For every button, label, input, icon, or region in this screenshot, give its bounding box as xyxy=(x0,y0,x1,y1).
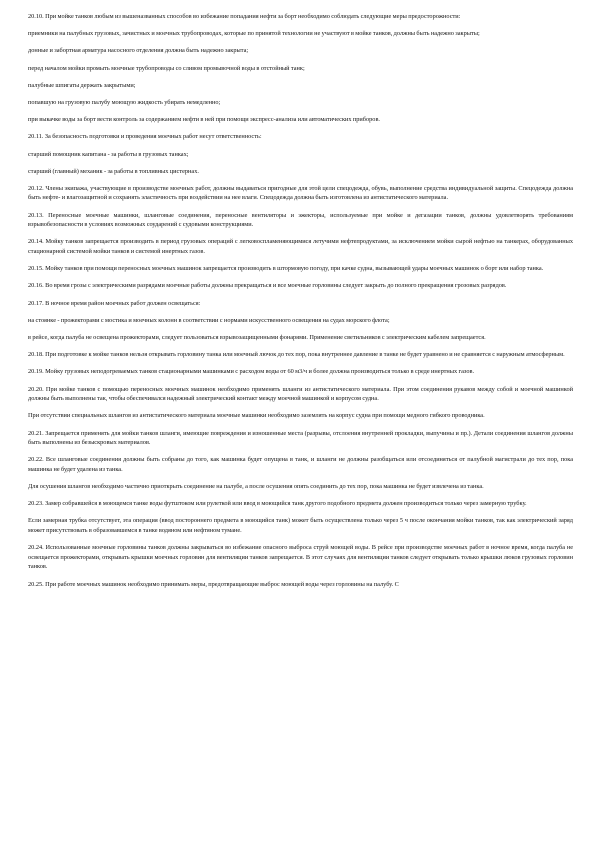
paragraph-flush-pipelines: перед началом мойки промыть моечные трубопроводы со сливом промывочной воды в отстойный танк; xyxy=(28,64,305,72)
paragraph-chief-mate: старший помощник капитана - за работы в грузовых танках; xyxy=(28,150,189,158)
paragraph-scuppers: палубные шпигаты держать закрытыми; xyxy=(28,81,136,89)
paragraph-spilled-liquid: попавшую на грузовую палубу моющую жидкость убирать немедленно; xyxy=(28,98,221,106)
paragraph-at-sea: в рейсе, когда палуба не освещена прожекторами, следует пользоваться взрывозащищенными фонарями. Применение светильников с электрическим кабелем запрещается. xyxy=(28,333,486,341)
paragraph-20-17: 20.17. В ночное время район моечных работ должен освещаться: xyxy=(28,299,201,307)
document-page xyxy=(28,12,573,597)
paragraph-20-16: 20.16. Во время грозы с электрическими разрядами моечные работы должны прекращаться и все моечные горловины следует закрыть до полного прекращения грозовых разрядов. xyxy=(28,282,507,290)
paragraph-20-24: 20.24. Использованные моечные горловины танков должны закрываться во избежание опасного выброса струй моющей воды. В рейсе при производстве моечных работ в ночное время, когда палуба не освещается прожекторами, открывать крышки моечных горловин для вентиляции танков запрещается. В этот случаях для вентиляции танков следует открывать только крышки люков грузовых горловин танков. xyxy=(28,544,573,571)
paragraph-20-22: 20.22. Все шланговые соединения должны быть собраны до того, как машинка будет опущена в танк, и шланги не должны разобщаться или отсоединяться от палубной магистрали до тех пор, пока машинка не будет удалена из танка. xyxy=(28,456,573,473)
paragraph-20-10: 20.10. При мойке танков любым из вышеназванных способов во избежание попадания нефти за борт необходимо соблюдать следующие меры предосторожности: xyxy=(28,13,461,20)
paragraph-oil-control: при выкачке воды за борт вести контроль за содержанием нефти в ней при помощи экспресс-анализа или автоматических приборов. xyxy=(28,116,380,124)
paragraph-sounding-pipe: Если замерная трубка отсутствует, эта операция (ввод постороннего предмета в моющийся танк) может быть осуществлена только через 5 ч после окончания мойки танков, так как электрический заряд может присутствовать в образовавшемся в танке водяном или нефтяном тумане. xyxy=(28,517,573,535)
paragraph-20-19: 20.19. Мойку грузовых неподогреваемых танков стационарными машинками с расходом воды от 60 м3/ч и более должна производиться только в среде инертных газов. xyxy=(28,368,475,376)
paragraph-20-15: 20.15. Мойку танков при помощи переносных моечных машинок запрещается производить в штормовую погоду, при качке судна, вызывающей удары моечных машинок о борт или набор танка. xyxy=(28,265,544,273)
paragraph-bottom-valves: донные и забортная арматура насосного отделения должна быть надежно закрыта; xyxy=(28,47,249,55)
paragraph-chief-engineer: старший (главный) механик - за работы в топливных цистернах. xyxy=(28,167,199,175)
paragraph-20-25: 20.25. При работе моечных машинок необходимо принимать меры, предотвращающие выброс моющей воды через горловины на палубу. С xyxy=(28,580,399,588)
paragraph-20-13: 20.13. Переносные моечные машинки, шланговые соединения, переносные вентиляторы и эжекторы, используемые при мойке и дегазации танков, должны удовлетворять требованиям взрывобезопасности в условиях возможных соударений с судовыми конструкциями. xyxy=(28,211,573,229)
paragraph-20-12: 20.12. Члены экипажа, участвующие в производстве моечных работ, должны выдаваться пригодные для этой цели спецодежда, обувь, выполнение средства индивидуальной защиты. Спецодежда должна быть нефте- и влагозащитной и сохранять эластичность при воздействии на нее влаги. Спецодежда должна быть изготовлена из антистатического материала. xyxy=(28,184,573,202)
paragraph-hose-drain: Для осушения шлангов необходимо частично приоткрыть соединение на палубе, а после осушения опять соединить до тех пор, пока машинка не будет извлечена из танка. xyxy=(28,483,484,491)
paragraph-20-20: 20.20. При мойке танков с помощью переносных моечных машинок необходимо применять шланги из антистатического материала. При этом соединения рукавов между собой и моечной машинкой должны быть выполнены так, чтобы обеспечивался надежный электрический контакт между моечной машинкой и корпусом судна. xyxy=(28,385,573,403)
paragraph-20-21: 20.21. Запрещается применять для мойки танков шланги, имеющие повреждения и изношенные места (разрывы, отслоения внутренней прокладки, выпучины и пр.). Детали соединения шлангов должны быть выполнены из безыскровых материалов. xyxy=(28,429,573,447)
paragraph-at-anchor: на стоянке - прожекторами с мостика и моечных колонн в соответствии с нормами искусственного освещения на судах морского флота; xyxy=(28,316,390,324)
paragraph-20-14: 20.14. Мойку танков запрещается производить в период грузовых операций с легковоспламеняющимися летучими нефтепродуктами, за исключением мойки сырой нефтью на танкерах, оборудованных стационарной системой мойки танков и системой инертных газов. xyxy=(28,238,573,256)
paragraph-deck-receivers: приемники на палубных грузовых, зачистных и моечных трубопроводах, которые по принятой технологии не участвуют в мойке танков, должны быть надежно закрыты; xyxy=(28,30,480,38)
paragraph-20-11: 20.11. За безопасность подготовки и проведения моечных работ несут ответственность: xyxy=(28,133,262,141)
paragraph-20-23: 20.23. Замер собравшейся в моющемся танке воды футштоком или рулеткой или ввод в моющийся танк другого подобного предмета должен производиться только через замерную трубку. xyxy=(28,500,527,508)
paragraph-grounding: При отсутствии специальных шлангов из антистатического материала моечные машинки необходимо заземлять на корпус судна при помощи медного гибкого проводника. xyxy=(28,412,485,420)
paragraph-20-18: 20.18. При подготовке к мойке танков нельзя открывать горловину танка или моечный лючок до тех пор, пока внутреннее давление в танке не будет уравнено и не сравняется с наружным атмосферным. xyxy=(28,351,565,359)
